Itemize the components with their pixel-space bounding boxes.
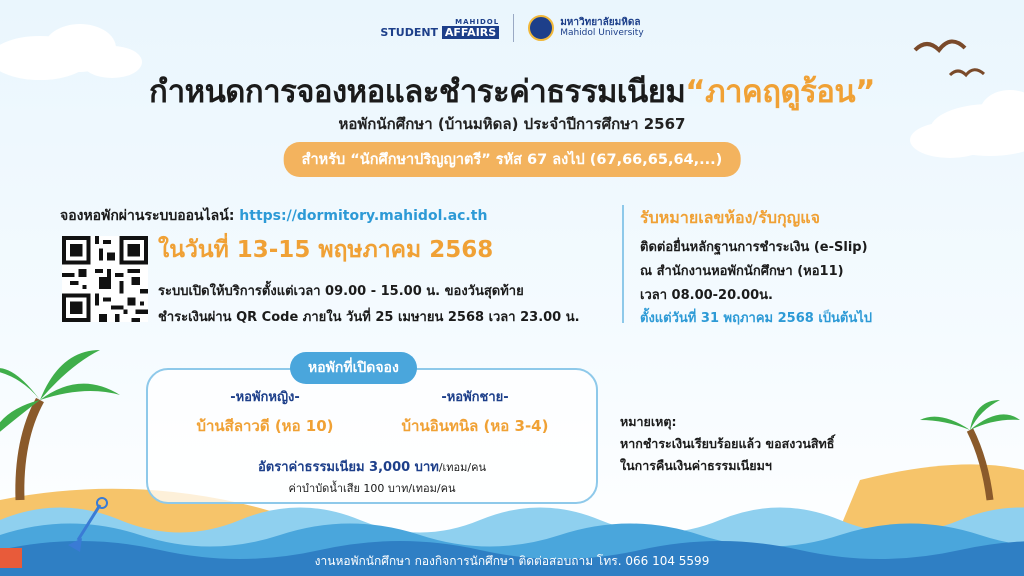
- room-key-heading: รับหมายเลขห้อง/รับกุญแจ: [640, 208, 820, 227]
- dorm-open-pill: หอพักที่เปิดจอง: [290, 352, 417, 384]
- eligibility-pill: สำหรับ “นักศึกษาปริญญาตรี” รหัส 67 ลงไป (67,66,65,64,...): [284, 142, 741, 177]
- male-dorm-heading: -หอพักชาย-: [441, 390, 509, 405]
- title-main: กำหนดการจองหอและชำระค่าธรรมเนียม: [149, 74, 686, 110]
- note-line: ในการคืนเงินค่าธรรมเนียมฯ: [620, 458, 772, 473]
- waste-fee-line: ค่าบำบัดน้ำเสีย 100 บาท/เทอม/คน: [288, 482, 456, 495]
- footer-contact: งานหอพักนักศึกษา กองกิจการนักศึกษา ติดต่อสอบถาม โทร. 066 104 5599: [314, 554, 710, 568]
- booking-label-text: จองหอพักผ่านระบบออนไลน์:: [60, 208, 235, 224]
- room-key-line: ติดต่อยื่นหลักฐานการชำระเงิน (e-Slip): [640, 240, 868, 255]
- female-dorm-heading: -หอพักหญิง-: [230, 390, 300, 405]
- payment-deadline: ชำระเงินผ่าน QR Code ภายใน วันที่ 25 เมษายน 2568 เวลา 23.00 น.: [158, 310, 580, 325]
- room-key-line: เวลา 08.00-20.00น.: [640, 288, 773, 303]
- student-affairs-small-text: MAHIDOL: [455, 17, 500, 26]
- mahidol-logo: [528, 15, 643, 41]
- room-key-line: ณ สำนักงานหอพักนักศึกษา (หอ11): [640, 264, 844, 279]
- qr-code-icon: [62, 236, 148, 322]
- fee-amount: อัตราค่าธรรมเนียม 3,000 บาท: [258, 460, 439, 475]
- university-en-name: Mahidol University: [560, 28, 644, 38]
- bird-icon: [915, 41, 965, 50]
- logo-bar: [0, 14, 1024, 42]
- male-dorm-name: บ้านอินทนิล (หอ 3-4): [401, 417, 549, 435]
- room-key-start-date: ตั้งแต่วันที่ 31 พฤภาคม 2568 เป็นต้นไป: [640, 311, 873, 326]
- booking-label: [60, 205, 487, 227]
- fee-unit: /เทอม/คน: [438, 461, 486, 474]
- fee-line: [146, 456, 598, 477]
- female-dorm-name: บ้านสีลาวดี (หอ 10): [196, 417, 334, 435]
- student-affairs-text: STUDENT: [380, 25, 439, 39]
- mahidol-seal-icon: [528, 15, 554, 41]
- note-heading: หมายเหตุ:: [620, 414, 677, 429]
- logo-divider: [513, 14, 514, 42]
- page-subtitle: หอพักนักศึกษา (บ้านมหิดล) ประจำปีการศึกษา 2567: [338, 115, 686, 133]
- booking-date: ในวันที่ 13-15 พฤษภาคม 2568: [158, 237, 494, 263]
- booking-url-link[interactable]: https://dormitory.mahidol.ac.th: [239, 208, 488, 224]
- affairs-text: AFFAIRS: [442, 26, 499, 39]
- booking-hours: ระบบเปิดให้บริการตั้งแต่เวลา 09.00 - 15.00 น. ของวันสุดท้าย: [158, 284, 524, 299]
- column-divider: [622, 205, 624, 323]
- note-line: หากชำระเงินเรียบร้อยแล้ว ขอสงวนสิทธิ์: [620, 436, 835, 451]
- palm-tree-icon: [0, 350, 120, 500]
- page-title: [0, 66, 1024, 116]
- title-highlight: “ภาคฤดูร้อน”: [685, 74, 875, 110]
- university-thai-name: มหาวิทยาลัยมหิดล: [560, 17, 641, 28]
- student-affairs-logo: [380, 18, 499, 39]
